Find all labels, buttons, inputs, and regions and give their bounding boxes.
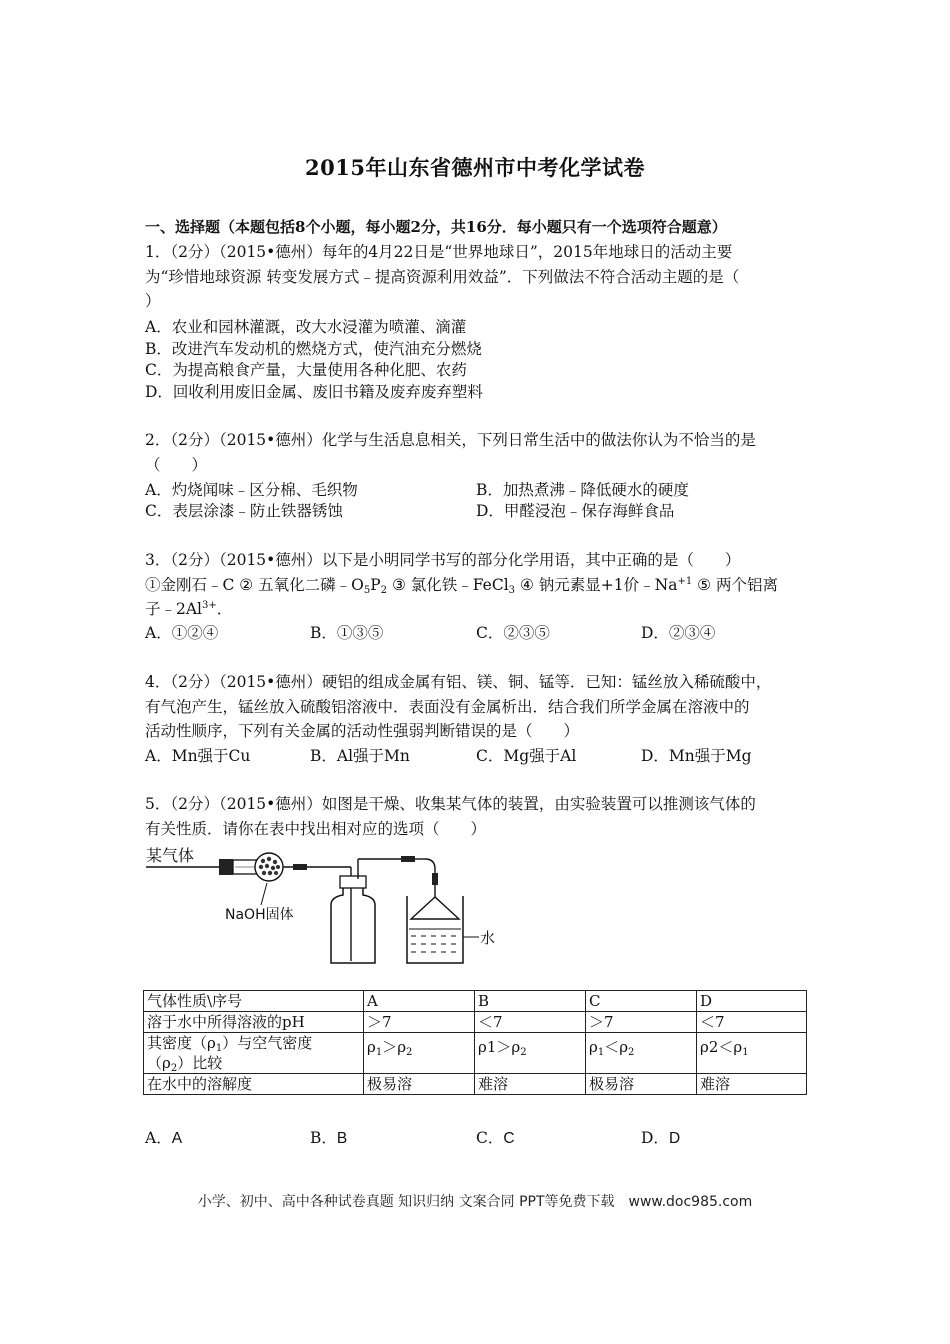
q1-option-c: C．为提高粮食产量，大量使用各种化肥、农药 bbox=[145, 361, 467, 379]
q1-line-2: 为“珍惜地球资源 转变发展方式﹣提高资源利用效益”．下列做法不符合活动主题的是（ bbox=[145, 268, 740, 286]
water-lines bbox=[409, 929, 461, 952]
q5-option-a: A．A bbox=[145, 1129, 183, 1147]
table-cell: 难溶 bbox=[475, 1074, 586, 1095]
table-cell: $\rho_1<\rho_2$ bbox=[586, 1033, 697, 1074]
q3-line-3: 子$﹣2Al^{3+}$． bbox=[145, 600, 233, 618]
gas-bottle bbox=[331, 888, 375, 963]
table-cell: ＞7 bbox=[364, 1012, 475, 1033]
q2-line-1: 2．（2分）（2015•德州）化学与生活息息相关，下列日常生活中的做法你认为不恰当的是 bbox=[145, 431, 756, 449]
water-label: 水 bbox=[480, 929, 496, 947]
gas-property-table bbox=[143, 990, 807, 1095]
inverted-funnel bbox=[411, 897, 459, 919]
gas-label: 某气体 bbox=[146, 846, 195, 865]
bottle-stopper bbox=[340, 876, 366, 888]
q1-line-3: ） bbox=[145, 292, 161, 310]
q1-option-d: D．回收利用废旧金属、废旧书籍及废弃废弃塑料 bbox=[145, 383, 483, 401]
q2-option-b: B．加热煮沸﹣降低硬水的硬度 bbox=[476, 481, 689, 499]
table-cell: A bbox=[364, 991, 475, 1012]
table-cell: D bbox=[697, 991, 807, 1012]
q4-line-2: 有气泡产生，锰丝放入硫酸铝溶液中．表面没有金属析出．结合我们所学金属在溶液中的 bbox=[145, 698, 750, 716]
table-row bbox=[144, 1033, 807, 1074]
table-cell: $\rho 2<\rho_1$ bbox=[697, 1033, 807, 1074]
q2-line-2: （ ） bbox=[145, 456, 208, 474]
section-heading: 一、选择题（本题包括8个小题，每小题2分，共16分．每小题只有一个选项符合题意） bbox=[145, 218, 727, 236]
table-cell: 气体性质\序号 bbox=[144, 991, 364, 1012]
q3-line-2: ①金刚石﹣C ② 五氧化二磷$﹣O_5P_2$ ③ 氯化铁﹣FeCl$_3$ ④ 钠元素显+1价$﹣Na^{+1}$ ⑤ 两个铝离 bbox=[145, 576, 778, 596]
q1-option-a: A．农业和园林灌溉，改大水浸灌为喷灌、滴灌 bbox=[145, 318, 467, 336]
page-footer: 小学、初中、高中各种试卷真题 知识归纳 文案合同 PPT等免费下载 www.doc985.com bbox=[197, 1194, 753, 1210]
exam-title: 2015年山东省德州市中考化学试卷 bbox=[305, 155, 645, 180]
q1-line-1: 1．（2分）（2015•德州）每年的4月22日是“世界地球日”，2015年地球日的活动主要 bbox=[145, 243, 733, 261]
q2-option-a: A．灼烧闻味﹣区分棉、毛织物 bbox=[145, 481, 358, 499]
table-cell: $\rho_1>\rho_2$ bbox=[364, 1033, 475, 1074]
table-row bbox=[144, 991, 807, 1012]
q4-option-d: D．Mn强于Mg bbox=[641, 747, 752, 765]
table-cell: C bbox=[586, 991, 697, 1012]
q1-option-b: B．改进汽车发动机的燃烧方式，使汽油充分燃烧 bbox=[145, 340, 482, 358]
gas-collection-apparatus bbox=[143, 843, 513, 973]
q3-option-c: C．②③⑤ bbox=[476, 624, 550, 642]
table-cell: ＜7 bbox=[697, 1012, 807, 1033]
q4-option-a: A．Mn强于Cu bbox=[145, 747, 251, 765]
q2-option-c: C．表层涂漆﹣防止铁器锈蚀 bbox=[145, 502, 343, 520]
table-row bbox=[144, 1012, 807, 1033]
rubber-hose-1 bbox=[293, 864, 307, 870]
q3-option-b: B．①③⑤ bbox=[310, 624, 384, 642]
table-cell: 难溶 bbox=[697, 1074, 807, 1095]
table-cell: 其密度$(\rho_1)$与空气密度 $(\rho_2)$比较 bbox=[144, 1033, 364, 1074]
table-cell: ＜7 bbox=[475, 1012, 586, 1033]
q4-option-b: B．Al强于Mn bbox=[310, 747, 410, 765]
table-cell: 溶于水中所得溶液的pH bbox=[144, 1012, 364, 1033]
table-cell: ＞7 bbox=[586, 1012, 697, 1033]
q5-option-b: B．B bbox=[310, 1129, 348, 1147]
q5-line-2: 有关性质．请你在表中找出相对应的选项（ ） bbox=[145, 820, 487, 838]
q3-line-1: 3．（2分）（2015•德州）以下是小明同学书写的部分化学用语，其中正确的是（ ） bbox=[145, 551, 741, 569]
rubber-hose-3 bbox=[432, 873, 438, 885]
rubber-stopper bbox=[219, 859, 233, 875]
table-row bbox=[144, 1074, 807, 1095]
q5-option-c: C．C bbox=[476, 1129, 515, 1147]
table-cell: B bbox=[475, 991, 586, 1012]
table-cell: 在水中的溶解度 bbox=[144, 1074, 364, 1095]
table-cell: 极易溶 bbox=[586, 1074, 697, 1095]
q2-option-d: D．甲醛浸泡﹣保存海鲜食品 bbox=[476, 502, 675, 520]
table-cell: 极易溶 bbox=[364, 1074, 475, 1095]
q5-option-d: D．D bbox=[641, 1129, 681, 1147]
rubber-hose-2 bbox=[401, 856, 415, 862]
q3-option-d: D．②③④ bbox=[641, 624, 716, 642]
q4-line-3: 活动性顺序，下列有关金属的活动性强弱判断错误的是（ ） bbox=[145, 722, 580, 740]
table-cell: $\rho 1>\rho_2$ bbox=[475, 1033, 586, 1074]
q3-option-a: A．①②④ bbox=[145, 624, 219, 642]
naoh-label: NaOH固体 bbox=[225, 907, 294, 923]
q5-line-1: 5．（2分）（2015•德州）如图是干燥、收集某气体的装置，由实验装置可以推测该气体的 bbox=[145, 795, 756, 813]
q4-line-1: 4．（2分）（2015•德州）硬铝的组成金属有铝、镁、铜、锰等．已知：锰丝放入稀硫酸中， bbox=[145, 673, 772, 691]
q4-option-c: C．Mg强于Al bbox=[476, 747, 577, 765]
